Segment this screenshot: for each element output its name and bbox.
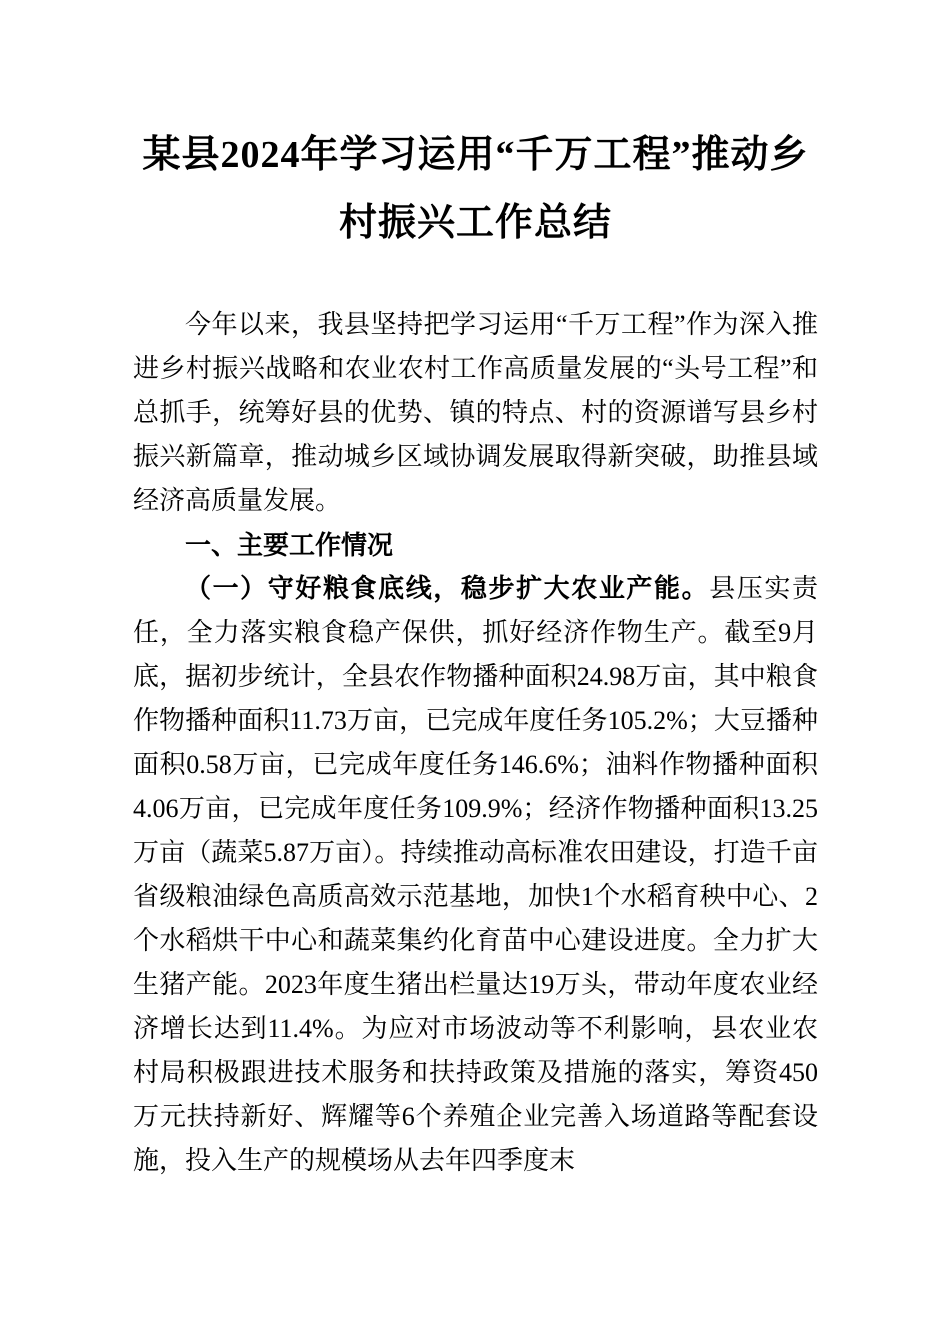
section-heading: 一、主要工作情况 (185, 530, 394, 561)
subsection-body: 县压实责任，全力落实粮食稳产保供，抓好经济作物生产。截至9月底，据初步统计，全县农作物播种面积24.98万亩，其中粮食作物播种面积11.73万亩，已完成年度任务105.2%；大豆播种面积0.58万亩，已完成年度任务146.6%；油料作物播种面积4.06万亩，已完成年度任务109.9%；经济作物播种面积13.25万亩（蔬菜5.87万亩）。持续推动高标准农田建设，打造千亩省级粮油绿色高质高效示范基地，加快1个水稻育秧中心、2个水稻烘干中心和蔬菜集约化育苗中心建设进度。全力扩大生猪产能。2023年度生猪出栏量达19万头，带动年度农业经济增长达到11.4%。为应对市场波动等不利影响，县农业农村局积极跟进技术服务和扶持政策及措施的落实，筹资450万元扶持新好、辉耀等6个养殖企业完善入场道路等配套设施，投入生产的规模场从去年四季度末 (133, 574, 818, 1176)
document-body (133, 303, 818, 1183)
intro-paragraph: 今年以来，我县坚持把学习运用“千万工程”作为深入推进乡村振兴战略和农业农村工作高质量发展的“头号工程”和总抓手，统筹好县的优势、镇的特点、村的资源谱写县乡村振兴新篇章，推动城乡区域协调发展取得新突破，助推县域经济高质量发展。 (133, 310, 818, 516)
subsection-lead: （一）守好粮食底线，稳步扩大农业产能。 (185, 574, 710, 604)
document-title: 某县2024年学习运用“千万工程”推动乡村振兴工作总结 (142, 134, 809, 244)
subsection-paragraph (133, 567, 818, 1183)
